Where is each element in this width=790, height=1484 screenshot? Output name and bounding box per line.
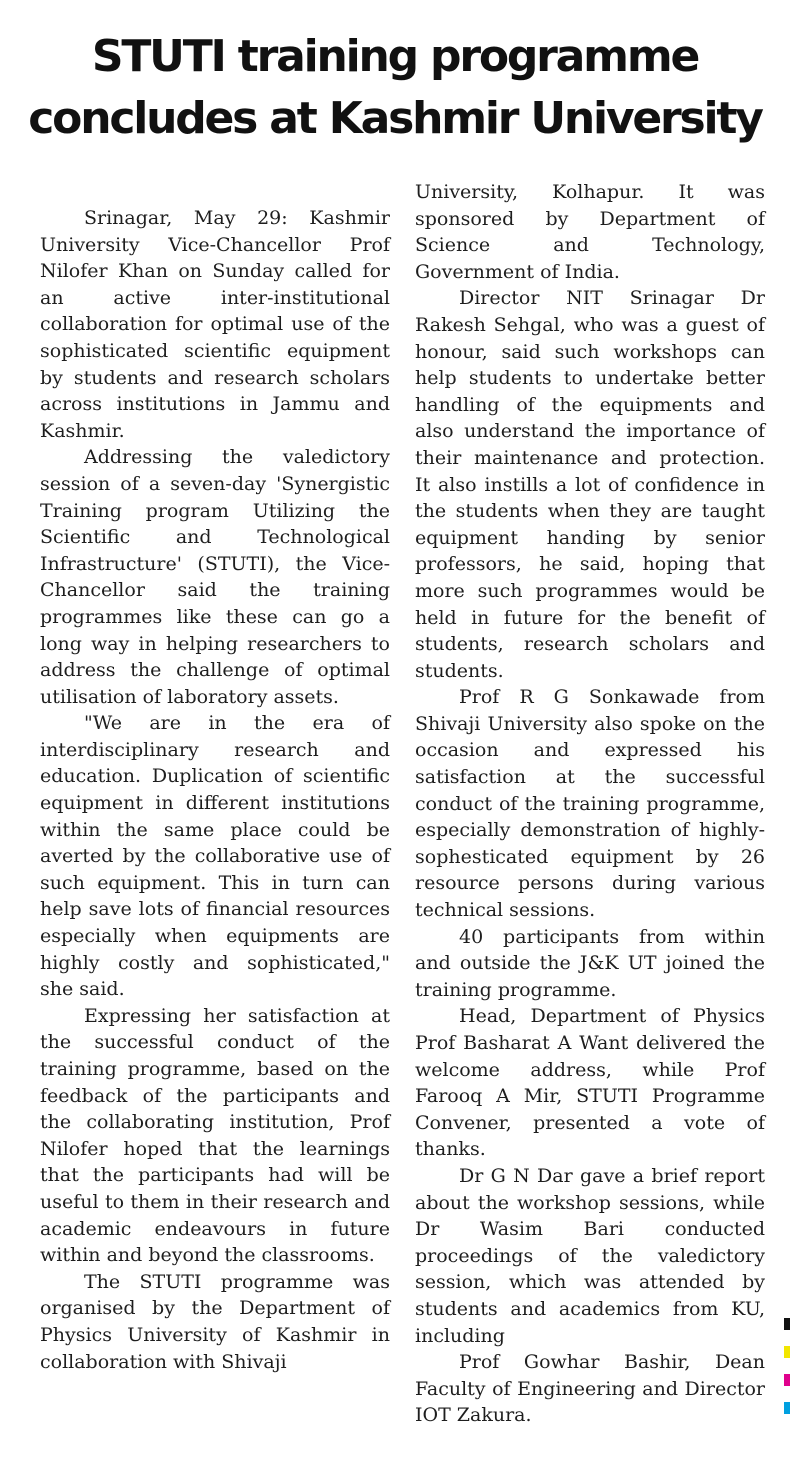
paragraph: Addressing the valedictory session of a seven-day 'Synergistic Training program Utilizing the Scientific and Technological Infrastructure' (STUTI), the Vice-Chancellor said the training programmes like these can go a long way in helping researchers to address the challenge of optimal utilisation of laboratory assets. bbox=[40, 446, 390, 708]
print-registration-marks bbox=[784, 1318, 790, 1430]
headline-line-2: concludes at Kashmir University bbox=[28, 93, 762, 144]
article-column-left bbox=[40, 205, 390, 1375]
paragraph: The STUTI programme was organised by the Department of Physics University of Kashmir in collaboration with Shivaji bbox=[40, 1270, 390, 1373]
paragraph: Srinagar, May 29: Kashmir University Vice-Chancellor Prof Nilofer Khan on Sunday called for an active inter-institutional collaboration for optimal use of the sophisticated scientific equipment by students and research scholars across institutions in Jammu and Kashmir. bbox=[40, 207, 390, 442]
cyan-color-mark bbox=[784, 1402, 790, 1414]
paragraph: Dr G N Dar gave a brief report about the workshop sessions, while Dr Wasim Bari conducted proceedings of the valedictory session, which was attended by students and academics from KU, including bbox=[415, 1164, 765, 1347]
paragraph-continued: University, Kolhapur. It was sponsored by Department of Science and Technology, Government of India. bbox=[415, 181, 765, 283]
paragraph: Head, Department of Physics Prof Basharat A Want delivered the welcome address, while Prof Farooq A Mir, STUTI Programme Convener, presented a vote of thanks. bbox=[415, 1005, 765, 1161]
yellow-color-mark bbox=[784, 1346, 790, 1358]
paragraph: Expressing her satisfaction at the successful conduct of the training programme, based on the feedback of the participants and the collaborating institution, Prof Nilofer hoped that the learnings that the participants had will be useful to them in their research and academic endeavours in future within and beyond the classrooms. bbox=[40, 1004, 390, 1267]
paragraph: Director NIT Srinagar Dr Rakesh Sehgal, who was a guest of honour, said such workshops can help students to undertake better handling of the equipments and also understand the importance of their maintenance and protection. It also instills a lot of confidence in the students when they are taught equipment handing by senior professors, he said, hoping that more such programmes would be held in future for the benefit of students, research scholars and students. bbox=[415, 287, 765, 682]
black-color-mark bbox=[784, 1318, 790, 1330]
paragraph: Prof R G Sonkawade from Shivaji University also spoke on the occasion and expressed his satisfaction at the successful conduct of the training programme, especially demonstration of highly-sophesticated equipment by 26 resource persons during various technical sessions. bbox=[415, 686, 765, 922]
article-headline bbox=[0, 26, 790, 150]
magenta-color-mark bbox=[784, 1374, 790, 1386]
headline-line-1: STUTI training programme bbox=[91, 31, 699, 82]
paragraph: 40 participants from within and outside the J&K UT joined the training programme. bbox=[415, 925, 765, 1001]
paragraph: "We are in the era of interdisciplinary research and education. Duplication of scientific equipment in different institutions within the same place could be averted by the collaborative use of such equipment. This in turn can help save lots of financial resources especially when equipments are highly costly and sophisticated," she said. bbox=[40, 712, 390, 1001]
article-column-right bbox=[415, 179, 765, 1429]
paragraph: Prof Gowhar Bashir, Dean Faculty of Engineering and Director IOT Zakura. bbox=[415, 1351, 765, 1427]
